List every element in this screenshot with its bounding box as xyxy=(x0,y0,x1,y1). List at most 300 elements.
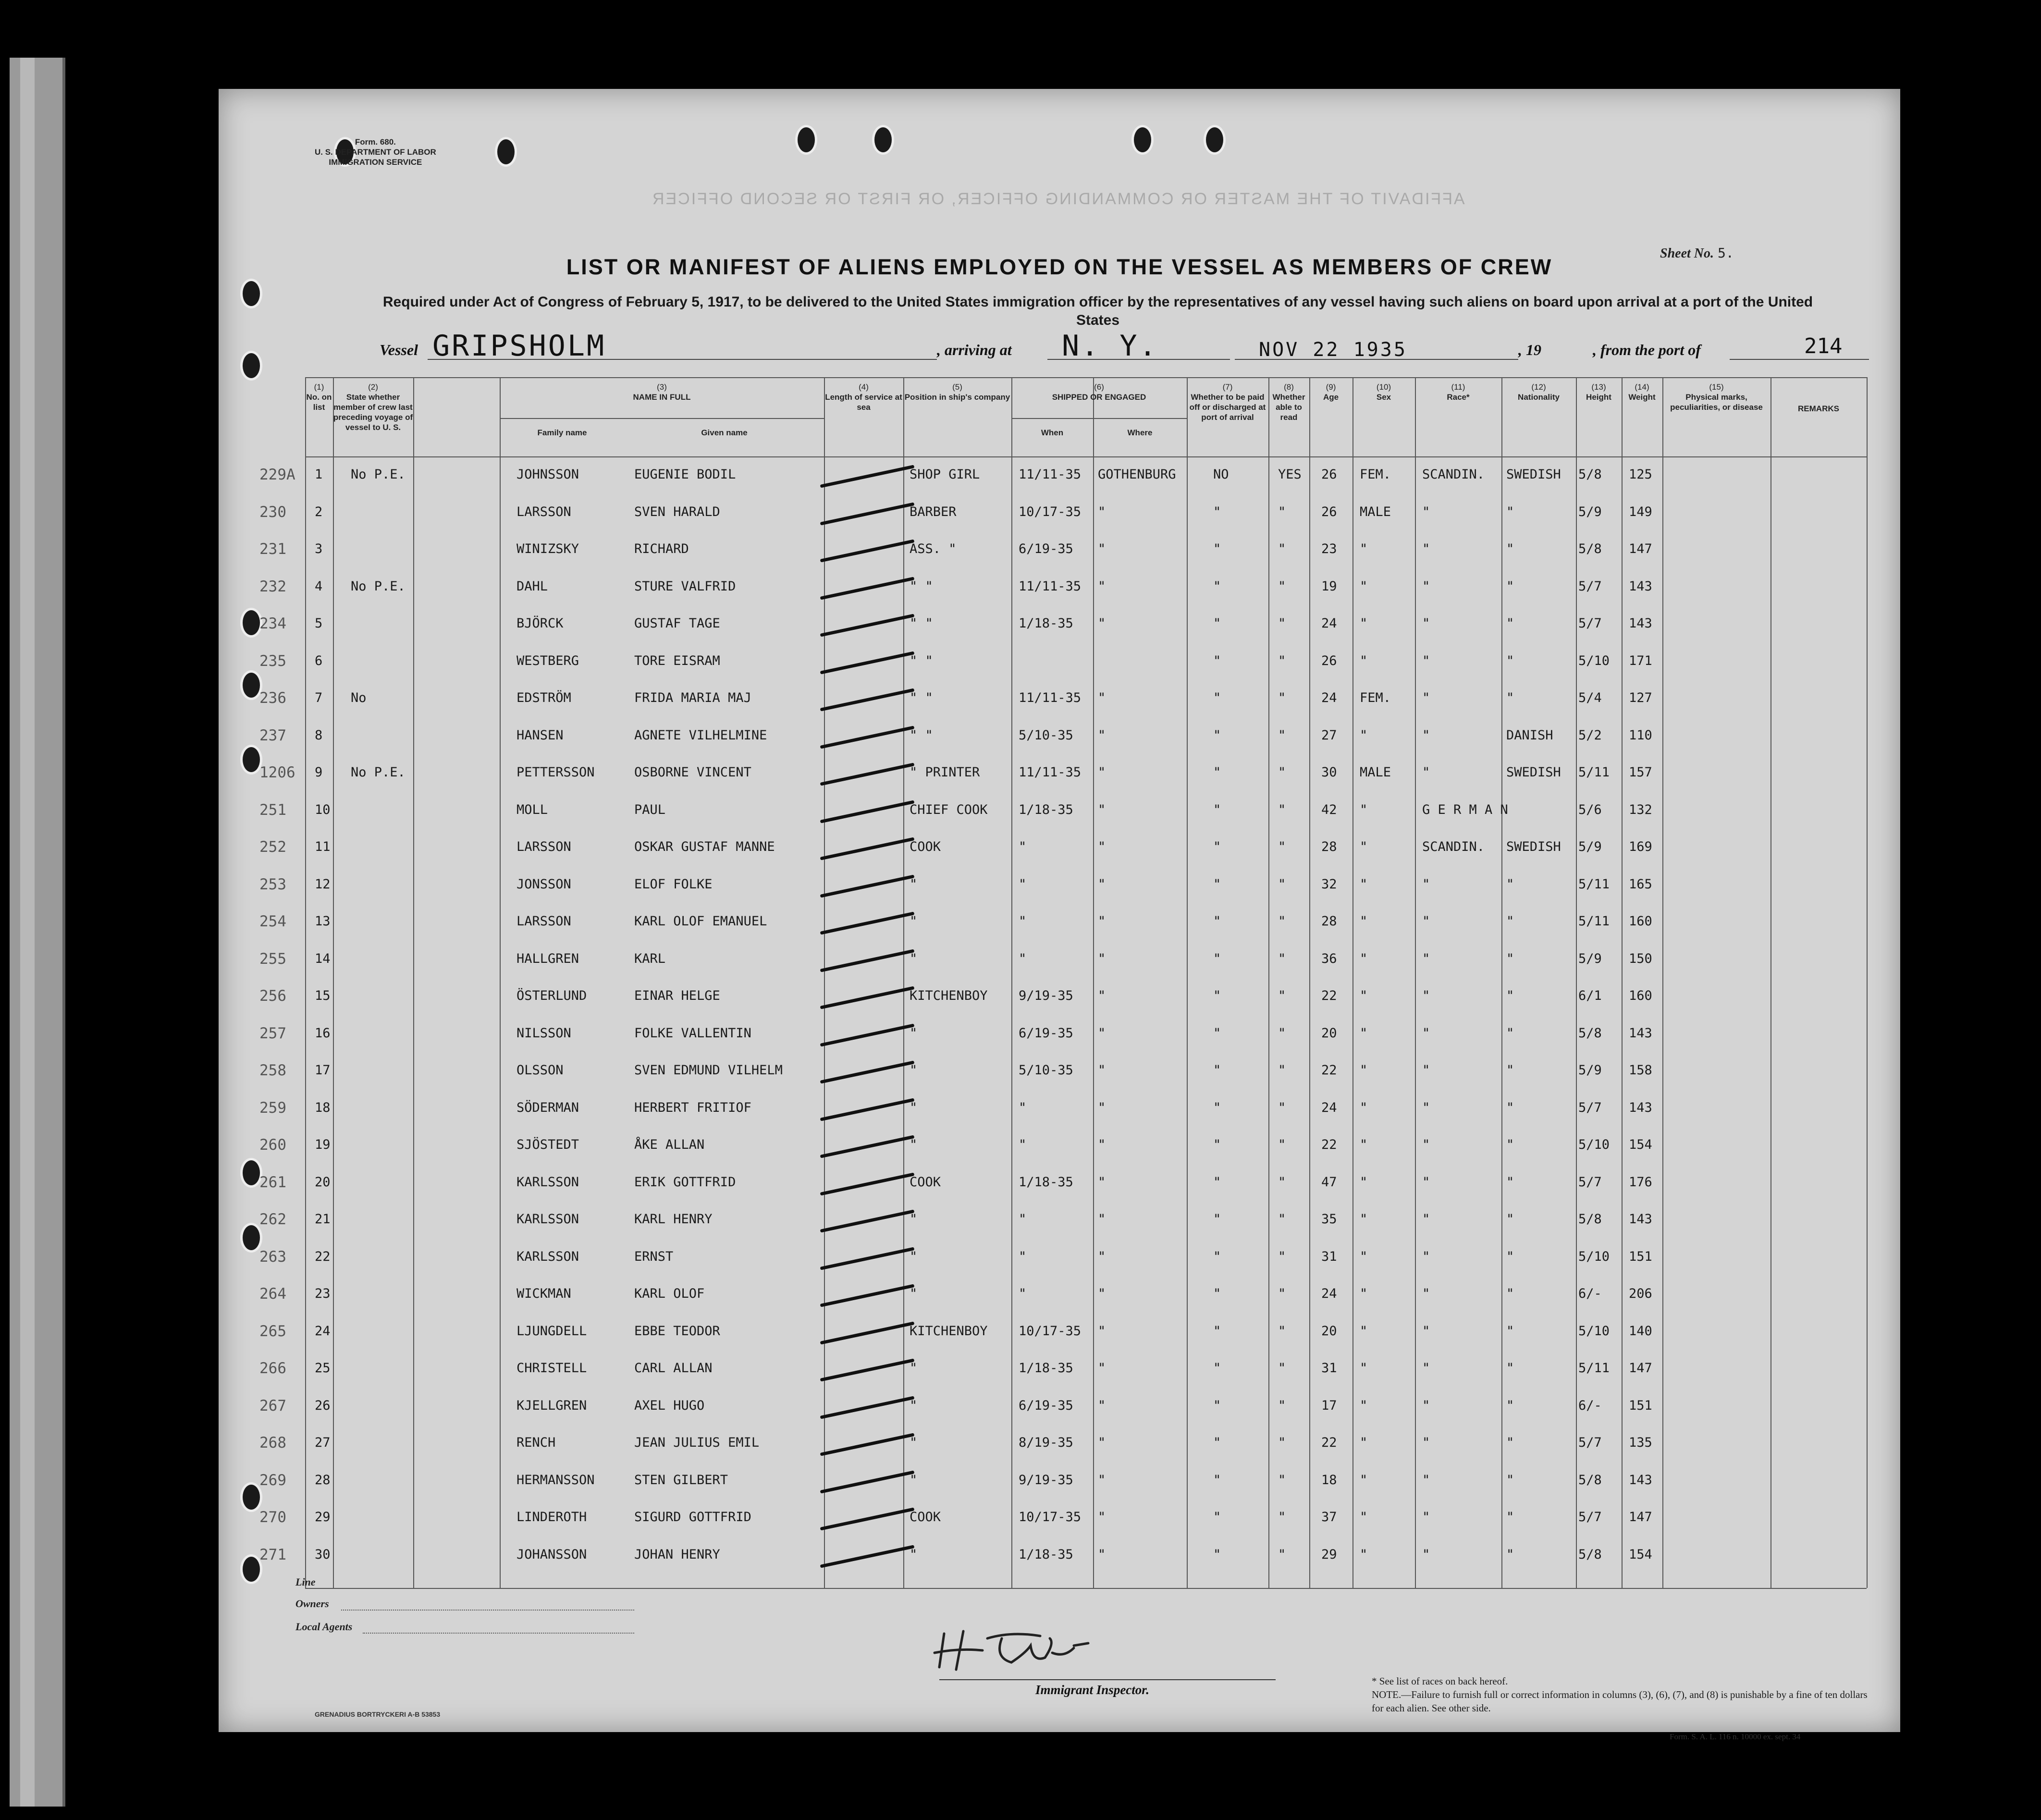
given-name-cell: HERBERT FRITIOF xyxy=(634,1100,751,1115)
family-name-cell: PETTERSSON xyxy=(516,765,595,780)
paid-off-cell: " xyxy=(1213,802,1221,817)
ledger-index: 270 xyxy=(259,1509,286,1526)
weight-cell: 147 xyxy=(1629,541,1652,556)
sex-cell: FEM. xyxy=(1360,690,1391,705)
owners-label: Owners xyxy=(295,1598,329,1610)
height-cell: 6/1 xyxy=(1578,988,1602,1003)
family-name-cell: KJELLGREN xyxy=(516,1398,587,1413)
department-name: U. S. DEPARTMENT OF LABOR xyxy=(315,148,436,157)
race-cell: " xyxy=(1422,1323,1430,1339)
age-cell: 22 xyxy=(1321,1435,1337,1450)
shipped-when-cell: 1/18-35 xyxy=(1019,1361,1073,1376)
sex-cell: " xyxy=(1360,1472,1368,1488)
ledger-index: 1206 xyxy=(259,764,295,781)
weight-cell: 135 xyxy=(1629,1435,1652,1450)
race-cell: " xyxy=(1422,1361,1430,1376)
ledger-index: 230 xyxy=(259,503,286,521)
sex-cell: " xyxy=(1360,1249,1368,1264)
row-number: 29 xyxy=(315,1510,331,1525)
family-name-cell: HANSEN xyxy=(516,727,564,743)
sex-cell: MALE xyxy=(1360,765,1391,780)
nationality-cell: " xyxy=(1506,1174,1514,1190)
shipped-when-cell: 5/10-35 xyxy=(1019,727,1073,743)
row-number: 12 xyxy=(315,876,331,892)
row-number: 27 xyxy=(315,1435,331,1450)
crew-table xyxy=(259,377,1867,1588)
given-name-cell: EUGENIE BODIL xyxy=(634,467,736,482)
age-cell: 35 xyxy=(1321,1212,1337,1227)
shipped-where-cell: " xyxy=(1098,690,1106,705)
sex-cell: " xyxy=(1360,1063,1368,1078)
nationality-cell: " xyxy=(1506,1025,1514,1041)
nationality-cell: " xyxy=(1506,1212,1514,1227)
shipped-where-cell: " xyxy=(1098,1323,1106,1339)
service-check-mark xyxy=(820,1470,914,1493)
family-name-cell: SJÖSTEDT xyxy=(516,1137,579,1152)
shipped-where-cell: " xyxy=(1098,504,1106,519)
ledger-index: 260 xyxy=(259,1136,286,1154)
position-cell: " " xyxy=(910,578,933,594)
col-header-age: (9) Age xyxy=(1323,382,1339,402)
height-cell: 5/7 xyxy=(1578,1174,1602,1190)
position-cell: " xyxy=(910,1398,918,1413)
service-check-mark xyxy=(820,502,914,525)
age-cell: 22 xyxy=(1321,1063,1337,1078)
row-number: 1 xyxy=(315,467,323,482)
position-cell: KITCHENBOY xyxy=(910,988,988,1003)
able-to-read-cell: " xyxy=(1278,1510,1286,1525)
position-cell: " xyxy=(910,1100,918,1115)
punch-hole xyxy=(1204,125,1226,155)
able-to-read-cell: " xyxy=(1278,690,1286,705)
able-to-read-cell: " xyxy=(1278,616,1286,631)
height-cell: 5/2 xyxy=(1578,727,1602,743)
shipped-when-cell: " xyxy=(1019,876,1027,892)
age-cell: 31 xyxy=(1321,1361,1337,1376)
service-check-mark xyxy=(820,1060,914,1083)
height-cell: 5/11 xyxy=(1578,765,1610,780)
paid-off-cell: " xyxy=(1213,765,1221,780)
height-cell: 5/8 xyxy=(1578,1472,1602,1488)
row-number: 13 xyxy=(315,914,331,929)
row-number: 4 xyxy=(315,578,323,594)
family-name-cell: ÖSTERLUND xyxy=(516,988,587,1003)
nationality-cell: " xyxy=(1506,541,1514,556)
shipped-when-cell: 11/11-35 xyxy=(1019,765,1082,780)
age-cell: 29 xyxy=(1321,1547,1337,1562)
service-check-mark xyxy=(820,1545,914,1568)
service-check-mark xyxy=(820,1433,914,1456)
race-cell: " xyxy=(1422,1547,1430,1562)
sex-cell: " xyxy=(1360,1174,1368,1190)
height-cell: 5/8 xyxy=(1578,1547,1602,1562)
able-to-read-cell: " xyxy=(1278,1174,1286,1190)
sex-cell: " xyxy=(1360,802,1368,817)
weight-cell: 143 xyxy=(1629,578,1652,594)
given-name-cell: TORE EISRAM xyxy=(634,653,720,668)
height-cell: 5/10 xyxy=(1578,653,1610,668)
service-check-mark xyxy=(820,688,914,711)
row-number: 9 xyxy=(315,765,323,780)
nationality-cell: " xyxy=(1506,1323,1514,1339)
race-cell: " xyxy=(1422,1472,1430,1488)
height-cell: 5/6 xyxy=(1578,802,1602,817)
weight-cell: 151 xyxy=(1629,1398,1652,1413)
punch-hole xyxy=(240,279,262,308)
shipped-where-cell: " xyxy=(1098,839,1106,854)
able-to-read-cell: " xyxy=(1278,1063,1286,1078)
nationality-cell: " xyxy=(1506,616,1514,631)
age-cell: 31 xyxy=(1321,1249,1337,1264)
able-to-read-cell: " xyxy=(1278,1323,1286,1339)
shipped-when-cell: 10/17-35 xyxy=(1019,1510,1082,1525)
shipped-where-cell: " xyxy=(1098,1212,1106,1227)
shipped-where-cell: " xyxy=(1098,1025,1106,1041)
service-check-mark xyxy=(820,539,914,562)
shipped-when-cell: " xyxy=(1019,839,1027,854)
family-name-cell: WESTBERG xyxy=(516,653,579,668)
service-check-mark xyxy=(820,911,914,935)
nationality-cell: " xyxy=(1506,504,1514,519)
service-check-mark xyxy=(820,1396,914,1419)
races-note: * See list of races on back hereof. xyxy=(1372,1675,1508,1687)
service-name: IMMIGRATION SERVICE xyxy=(329,158,422,167)
able-to-read-cell: " xyxy=(1278,1212,1286,1227)
weight-cell: 143 xyxy=(1629,1472,1652,1488)
form-print-number: Form. S. A. L. 116 n. 10000 ex. sept. 34 xyxy=(1670,1732,1801,1741)
family-name-cell: KARLSSON xyxy=(516,1249,579,1264)
family-name-cell: SÖDERMAN xyxy=(516,1100,579,1115)
position-cell: " xyxy=(910,914,918,929)
shipped-when-cell: " xyxy=(1019,914,1027,929)
form-identifier xyxy=(315,137,436,167)
printer-mark: GRENADIUS BORTRYCKERI A-B 53853 xyxy=(315,1710,441,1718)
sex-cell: " xyxy=(1360,1547,1368,1562)
shipped-when-cell: 6/19-35 xyxy=(1019,541,1073,556)
weight-cell: 125 xyxy=(1629,467,1652,482)
weight-cell: 158 xyxy=(1629,1063,1652,1078)
ledger-index: 259 xyxy=(259,1099,286,1117)
ledger-index: 232 xyxy=(259,578,286,595)
height-cell: 5/9 xyxy=(1578,839,1602,854)
ledger-index: 231 xyxy=(259,541,286,558)
local-agents-label: Local Agents xyxy=(295,1621,353,1633)
row-number: 2 xyxy=(315,504,323,519)
ledger-index: 253 xyxy=(259,875,286,893)
given-name-cell: ERIK GOTTFRID xyxy=(634,1174,736,1190)
row-number: 24 xyxy=(315,1323,331,1339)
able-to-read-cell: " xyxy=(1278,988,1286,1003)
shipped-when-cell: " xyxy=(1019,1100,1027,1115)
nationality-cell: " xyxy=(1506,1398,1514,1413)
row-number: 18 xyxy=(315,1100,331,1115)
nationality-cell: DANISH xyxy=(1506,727,1553,743)
given-name-cell: EINAR HELGE xyxy=(634,988,720,1003)
vessel-line xyxy=(380,329,1869,363)
able-to-read-cell: " xyxy=(1278,1472,1286,1488)
row-number: 23 xyxy=(315,1286,331,1301)
nationality-cell: " xyxy=(1506,1286,1514,1301)
position-cell: ASS. " xyxy=(910,541,957,556)
col-header-no: (1) No. on list xyxy=(306,382,332,412)
page-number: 214 xyxy=(1804,334,1843,358)
shipped-when-cell: 8/19-35 xyxy=(1019,1435,1073,1450)
race-cell: " xyxy=(1422,988,1430,1003)
nationality-cell: " xyxy=(1506,1472,1514,1488)
shipped-when-cell: 11/11-35 xyxy=(1019,690,1082,705)
shipped-where-cell: " xyxy=(1098,1435,1106,1450)
footer-notes xyxy=(1372,1674,1876,1715)
nationality-cell: " xyxy=(1506,1100,1514,1115)
paid-off-cell: " xyxy=(1213,1510,1221,1525)
shipped-where-cell: " xyxy=(1098,541,1106,556)
row-number: 5 xyxy=(315,616,323,631)
ledger-index: 268 xyxy=(259,1434,286,1451)
ledger-index: 263 xyxy=(259,1248,286,1266)
ledger-index: 229A xyxy=(259,466,295,483)
paid-off-cell: NO xyxy=(1213,467,1229,482)
family-name-cell: EDSTRÖM xyxy=(516,690,571,705)
shipped-when-cell: 9/19-35 xyxy=(1019,988,1073,1003)
nationality-cell: " xyxy=(1506,578,1514,594)
given-name-cell: SVEN EDMUND VILHELM xyxy=(634,1063,783,1078)
age-cell: 42 xyxy=(1321,802,1337,817)
age-cell: 26 xyxy=(1321,504,1337,519)
service-check-mark xyxy=(820,651,914,674)
arrival-date-stamp: NOV 22 1935 xyxy=(1259,339,1407,361)
paid-off-cell: " xyxy=(1213,1286,1221,1301)
service-check-mark xyxy=(820,800,914,823)
col-header-weight: (14) Weight xyxy=(1628,382,1656,402)
service-check-mark xyxy=(820,614,914,637)
age-cell: 37 xyxy=(1321,1510,1337,1525)
position-cell: " xyxy=(910,1286,918,1301)
weight-cell: 165 xyxy=(1629,876,1652,892)
family-name-cell: OLSSON xyxy=(516,1063,564,1078)
col-header-remarks: REMARKS xyxy=(1798,404,1839,413)
sex-cell: " xyxy=(1360,727,1368,743)
ledger-index: 256 xyxy=(259,987,286,1005)
able-to-read-cell: " xyxy=(1278,1025,1286,1041)
nationality-cell: " xyxy=(1506,1063,1514,1078)
sex-cell: " xyxy=(1360,1212,1368,1227)
ledger-index: 235 xyxy=(259,652,286,670)
given-name-cell: ÅKE ALLAN xyxy=(634,1137,705,1152)
weight-cell: 206 xyxy=(1629,1286,1652,1301)
ledger-index: 236 xyxy=(259,689,286,707)
col-header-given-name: Given name xyxy=(701,428,748,437)
shipped-when-cell: " xyxy=(1019,1137,1027,1152)
given-name-cell: EBBE TEODOR xyxy=(634,1323,720,1339)
nationality-cell: " xyxy=(1506,951,1514,966)
row-number: 19 xyxy=(315,1137,331,1152)
ledger-index: 264 xyxy=(259,1285,286,1303)
shipped-when-cell: 6/19-35 xyxy=(1019,1398,1073,1413)
row-number: 21 xyxy=(315,1212,331,1227)
able-to-read-cell: " xyxy=(1278,951,1286,966)
given-name-cell: ELOF FOLKE xyxy=(634,876,713,892)
col-header-shipped: (6) SHIPPED OR ENGAGED xyxy=(1052,382,1146,402)
row-number: 10 xyxy=(315,802,331,817)
family-name-cell: NILSSON xyxy=(516,1025,571,1041)
ledger-index: 269 xyxy=(259,1471,286,1489)
given-name-cell: OSBORNE VINCENT xyxy=(634,765,751,780)
service-check-mark xyxy=(820,1507,914,1530)
service-check-mark xyxy=(820,986,914,1009)
punch-hole xyxy=(240,351,262,381)
height-cell: 5/11 xyxy=(1578,914,1610,929)
nationality-cell: " xyxy=(1506,876,1514,892)
vessel-name: GRIPSHOLM xyxy=(432,329,606,363)
nationality-cell: " xyxy=(1506,1435,1514,1450)
height-cell: 5/7 xyxy=(1578,616,1602,631)
nationality-cell: " xyxy=(1506,1137,1514,1152)
paid-off-cell: " xyxy=(1213,1174,1221,1190)
row-number: 7 xyxy=(315,690,323,705)
inspector-signature xyxy=(930,1624,1103,1677)
sheet-label: Sheet No. xyxy=(1660,246,1714,261)
race-cell: " xyxy=(1422,1510,1430,1525)
position-cell: COOK xyxy=(910,1174,941,1190)
service-check-mark xyxy=(820,1135,914,1158)
weight-cell: 143 xyxy=(1629,1212,1652,1227)
sex-cell: " xyxy=(1360,839,1368,854)
position-cell: BARBER xyxy=(910,504,957,519)
paid-off-cell: " xyxy=(1213,839,1221,854)
age-cell: 28 xyxy=(1321,839,1337,854)
ledger-index: 254 xyxy=(259,913,286,930)
able-to-read-cell: " xyxy=(1278,504,1286,519)
weight-cell: 140 xyxy=(1629,1323,1652,1339)
col-header-sex: (10) Sex xyxy=(1376,382,1391,402)
ledger-index: 234 xyxy=(259,615,286,632)
shipped-where-cell: " xyxy=(1098,1286,1106,1301)
arriving-label: , arriving at xyxy=(937,341,1012,358)
row-number: 30 xyxy=(315,1547,331,1562)
family-name-cell: DAHL xyxy=(516,578,548,594)
year-label: , 19 xyxy=(1518,341,1541,358)
nationality-cell: " xyxy=(1506,914,1514,929)
height-cell: 5/9 xyxy=(1578,951,1602,966)
col-header-where: Where xyxy=(1127,428,1153,437)
race-cell: " xyxy=(1422,1212,1430,1227)
race-cell: " xyxy=(1422,1137,1430,1152)
able-to-read-cell: " xyxy=(1278,1137,1286,1152)
sex-cell: " xyxy=(1360,1510,1368,1525)
able-to-read-cell: " xyxy=(1278,914,1286,929)
ledger-index: 237 xyxy=(259,726,286,744)
weight-cell: 157 xyxy=(1629,765,1652,780)
age-cell: 32 xyxy=(1321,876,1337,892)
paid-off-cell: " xyxy=(1213,690,1221,705)
col-header-length-service: (4) Length of service at sea xyxy=(825,382,902,412)
service-check-mark xyxy=(820,465,914,488)
position-cell: " xyxy=(910,1547,918,1562)
service-check-mark xyxy=(820,762,914,786)
row-number: 3 xyxy=(315,541,323,556)
position-cell: KITCHENBOY xyxy=(910,1323,988,1339)
able-to-read-cell: " xyxy=(1278,765,1286,780)
able-to-read-cell: " xyxy=(1278,1100,1286,1115)
ledger-index: 265 xyxy=(259,1322,286,1340)
family-name-cell: KARLSSON xyxy=(516,1174,579,1190)
age-cell: 22 xyxy=(1321,988,1337,1003)
shipped-when-cell: " xyxy=(1019,1249,1027,1264)
service-check-mark xyxy=(820,1321,914,1344)
position-cell: " PRINTER xyxy=(910,765,980,780)
row-number: 8 xyxy=(315,727,323,743)
height-cell: 5/4 xyxy=(1578,690,1602,705)
position-cell: " xyxy=(910,1249,918,1264)
position-cell: " xyxy=(910,951,918,966)
weight-cell: 160 xyxy=(1629,988,1652,1003)
race-cell: " xyxy=(1422,951,1430,966)
race-cell: " xyxy=(1422,1286,1430,1301)
previous-voyage-cell: No P.E. xyxy=(351,765,406,780)
weight-cell: 143 xyxy=(1629,1100,1652,1115)
punch-hole xyxy=(495,137,517,167)
sex-cell: " xyxy=(1360,1323,1368,1339)
row-number: 20 xyxy=(315,1174,331,1190)
race-cell: SCANDIN. xyxy=(1422,467,1485,482)
sex-cell: " xyxy=(1360,1435,1368,1450)
position-cell: CHIEF COOK xyxy=(910,802,988,817)
race-cell: " xyxy=(1422,1100,1430,1115)
given-name-cell: FOLKE VALLENTIN xyxy=(634,1025,751,1041)
age-cell: 19 xyxy=(1321,578,1337,594)
family-name-cell: LARSSON xyxy=(516,839,571,854)
shipped-where-cell: " xyxy=(1098,1174,1106,1190)
shipped-where-cell: " xyxy=(1098,765,1106,780)
previous-voyage-cell: No P.E. xyxy=(351,467,406,482)
service-check-mark xyxy=(820,1172,914,1195)
page-subtitle: Required under Act of Congress of February 5, 1917, to be delivered to the United States immigration officer by the representatives of any vessel having such aliens on board upon arrival at a port of the United States xyxy=(382,294,1813,328)
nationality-cell: " xyxy=(1506,653,1514,668)
adjacent-page-stub xyxy=(10,58,65,1807)
age-cell: 26 xyxy=(1321,467,1337,482)
able-to-read-cell: " xyxy=(1278,1435,1286,1450)
family-name-cell: WINIZSKY xyxy=(516,541,579,556)
given-name-cell: KARL HENRY xyxy=(634,1212,713,1227)
paid-off-cell: " xyxy=(1213,1398,1221,1413)
form-number: Form. 680. xyxy=(355,137,396,147)
previous-voyage-cell: No P.E. xyxy=(351,578,406,594)
position-cell: " " xyxy=(910,727,933,743)
ledger-index: 258 xyxy=(259,1062,286,1079)
weight-cell: 176 xyxy=(1629,1174,1652,1190)
given-name-cell: KARL OLOF EMANUEL xyxy=(634,914,767,929)
nationality-cell: " xyxy=(1506,1510,1514,1525)
shipped-when-cell: 1/18-35 xyxy=(1019,616,1073,631)
sex-cell: " xyxy=(1360,1361,1368,1376)
service-check-mark xyxy=(820,1098,914,1121)
sex-cell: MALE xyxy=(1360,504,1391,519)
able-to-read-cell: " xyxy=(1278,1398,1286,1413)
col-header-when: When xyxy=(1041,428,1064,437)
ledger-index: 257 xyxy=(259,1024,286,1042)
shipped-where-cell: " xyxy=(1098,1547,1106,1562)
sex-cell: " xyxy=(1360,1286,1368,1301)
race-cell: " xyxy=(1422,504,1430,519)
service-check-mark xyxy=(820,1023,914,1046)
reverse-bleed-text: AFFIDAVIT OF THE MASTER OR COMMANDING OFFICER, OR FIRST OR SECOND OFFICER xyxy=(651,190,1465,208)
sex-cell: " xyxy=(1360,1025,1368,1041)
shipped-where-cell: " xyxy=(1098,578,1106,594)
ledger-index: 267 xyxy=(259,1397,286,1414)
given-name-cell: AXEL HUGO xyxy=(634,1398,705,1413)
shipped-when-cell: " xyxy=(1019,951,1027,966)
position-cell: SHOP GIRL xyxy=(910,467,980,482)
